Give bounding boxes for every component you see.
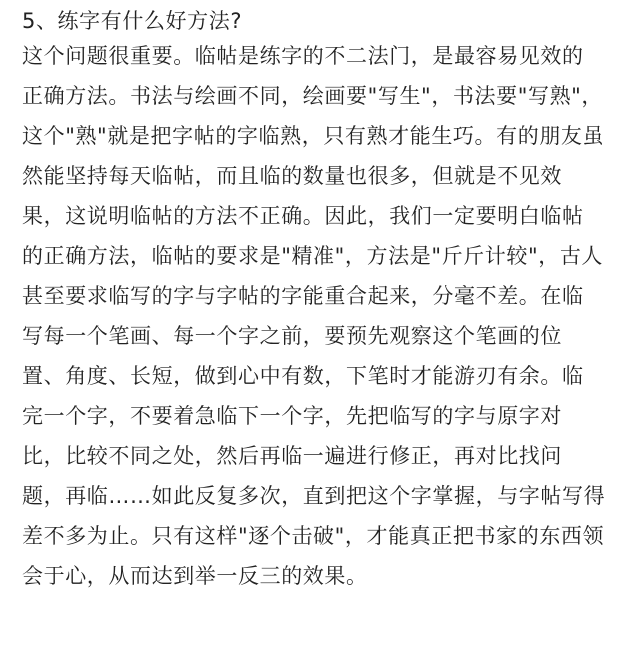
paragraph-line-13: 差不多为止。只有这样"逐个击破"，才能真正把书家的东西领 [22, 524, 605, 548]
paragraph-line-2: 正确方法。书法与绘画不同，绘画要"写生"，书法要"写熟"， [22, 84, 604, 108]
section-heading: 5、练字有什么好方法? [22, 9, 243, 33]
paragraph-line-11: 比，比较不同之处，然后再临一遍进行修正，再对比找问 [22, 444, 562, 468]
paragraph-line-10: 完一个字，不要着急临下一个字，先把临写的字与原字对 [22, 404, 562, 428]
paragraph-line-8: 写每一个笔画、每一个字之前，要预先观察这个笔画的位 [22, 324, 562, 348]
paragraph-line-3: 这个"熟"就是把字帖的字临熟，只有熟才能生巧。有的朋友虽 [22, 124, 605, 148]
paragraph-line-1: 这个问题很重要。临帖是练字的不二法门，是最容易见效的 [22, 44, 584, 68]
paragraph-line-14: 会于心，从而达到举一反三的效果。 [22, 564, 368, 588]
paragraph-line-4: 然能坚持每天临帖，而且临的数量也很多，但就是不见效 [22, 164, 562, 188]
paragraph-line-12: 题，再临……如此反复多次，直到把这个字掌握，与字帖写得 [22, 484, 606, 508]
paragraph-line-9: 置、角度、长短，做到心中有数，下笔时才能游刃有余。临 [22, 364, 584, 388]
paragraph-line-7: 甚至要求临写的字与字帖的字能重合起来，分毫不差。在临 [22, 284, 584, 308]
paragraph-line-6: 的正确方法，临帖的要求是"精准"，方法是"斤斤计较"，古人 [22, 244, 604, 268]
paragraph-line-5: 果，这说明临帖的方法不正确。因此，我们一定要明白临帖 [22, 204, 584, 228]
